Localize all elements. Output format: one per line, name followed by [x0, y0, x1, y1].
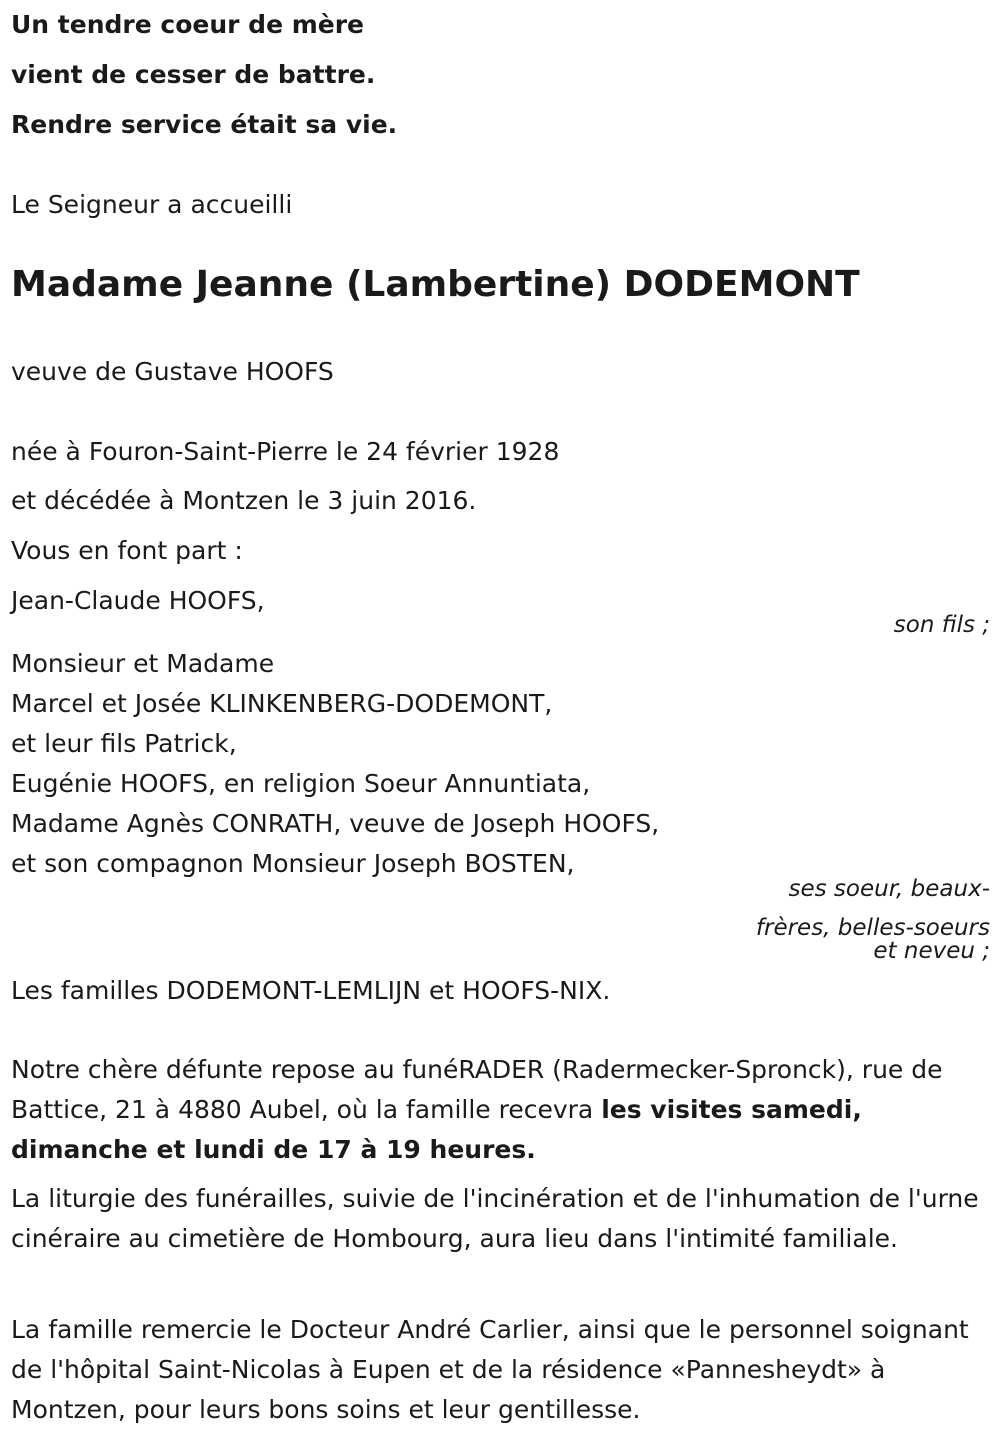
widow-of: veuve de Gustave HOOFS	[11, 357, 334, 386]
thanks-paragraph: La famille remercie le Docteur André Carlier, ainsi que le personnel soignant de l'hôpital Saint-Nicolas à Eupen et de la résidence «Pannesheydt» à Montzen, pour leurs bons soins et leur gentillesse.	[11, 1315, 969, 1424]
families: Les familles DODEMONT-LEMLIJN et HOOFS-NIX.	[11, 976, 611, 1005]
sibling-line-5: Madame Agnès CONRATH, veuve de Joseph HOOFS,	[11, 809, 660, 838]
sibling-line-3: et leur fils Patrick,	[11, 729, 237, 758]
notice-intro: Vous en font part :	[11, 536, 243, 565]
siblings-relation-1: ses soeur, beaux-	[788, 876, 990, 902]
deceased-name: Madame Jeanne (Lambertine) DODEMONT	[11, 264, 860, 305]
siblings-relation-2: frères, belles-soeurs	[755, 915, 990, 941]
visitation-paragraph	[11, 1050, 986, 1170]
liturgy-paragraph: La liturgie des funérailles, suivie de l'incinération et de l'inhumation de l'urne cinéraire au cimetière de Hombourg, aura lieu dans l'intimité familiale.	[11, 1184, 979, 1253]
sibling-line-6: et son compagnon Monsieur Joseph BOSTEN,	[11, 849, 575, 878]
visitation-text: Notre chère défunte repose au funéRADER (Radermecker-Spronck), rue de Battice, 21 à 4880 Aubel, où la famille recevra	[11, 1055, 943, 1124]
announcement: Le Seigneur a accueilli	[11, 190, 293, 219]
intro-line-1: Un tendre coeur de mère	[11, 10, 365, 39]
sibling-line-2: Marcel et Josée KLINKENBERG-DODEMONT,	[11, 689, 553, 718]
sibling-line-4: Eugénie HOOFS, en religion Soeur Annuntiata,	[11, 769, 591, 798]
birth-info: née à Fouron-Saint-Pierre le 24 février 1928	[11, 437, 560, 466]
siblings-relation-3: et neveu ;	[873, 938, 990, 964]
sibling-line-1: Monsieur et Madame	[11, 649, 275, 678]
son-relation: son fils ;	[893, 612, 990, 638]
intro-line-3: Rendre service était sa vie.	[11, 110, 398, 139]
death-info: et décédée à Montzen le 3 juin 2016.	[11, 486, 477, 515]
son-name: Jean-Claude HOOFS,	[11, 586, 265, 615]
intro-line-2: vient de cesser de battre.	[11, 60, 376, 89]
visitation-hours: les visites samedi, dimanche et lundi de 17 à 19 heures.	[11, 1095, 862, 1164]
